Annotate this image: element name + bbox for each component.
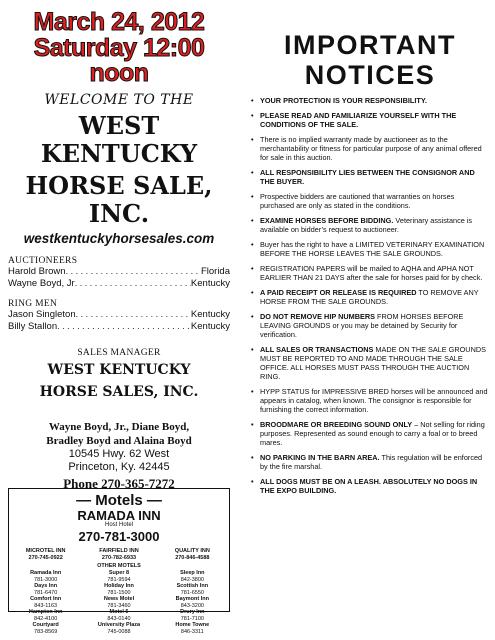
website-url: westkentuckyhorsesales.com [23, 231, 215, 246]
motel-item [82, 548, 155, 561]
notice-item [251, 240, 489, 258]
bullet-icon: • [251, 288, 254, 297]
auctioneer-state: Kentucky [190, 277, 230, 289]
notice-item [251, 96, 489, 105]
bullet-icon: • [251, 96, 254, 105]
sale-date: March 24, 2012 [33, 8, 205, 36]
motel-phone: 781-6550 [180, 589, 204, 596]
contact-phone: Phone 270-365-7272 [63, 476, 175, 491]
contact-names-line1: Wayne Boyd, Jr., Diane Boyd, [48, 421, 190, 433]
notices-list [251, 96, 489, 495]
auctioneer-name: Harold Brown [8, 266, 66, 277]
motel-phone: 270-745-0922 [28, 554, 63, 561]
notice-body: MADE ON THE SALE GROUNDS MUST BE REPORTED TO AND MADE THROUGH THE SALE OFFICE. ALL HORSES MUST PASS THROUGH THE AUCTION RING. [260, 345, 486, 381]
motel-item [82, 583, 155, 596]
motel-item [82, 570, 155, 583]
notice-body: – Not selling for riding purposes. Represented as sound enough to carry a foal or to breed mares. [260, 420, 485, 447]
notice-emphasis: ALL SALES OR TRANSACTIONS [260, 345, 374, 354]
notice-emphasis: EXAMINE HORSES BEFORE BIDDING. [260, 216, 394, 225]
notice-emphasis: DO NOT REMOVE HIP NUMBERS [260, 312, 376, 321]
motel-phone: 843-3200 [180, 602, 204, 609]
motel-phone: 783-8569 [34, 628, 58, 635]
motel-phone: 842-4100 [34, 615, 58, 622]
bullet-icon: • [251, 135, 254, 144]
host-hotel-name: RAMADA INN [77, 508, 161, 523]
motel-phone: 270-782-6933 [101, 554, 137, 561]
motels-heading: — Motels — [76, 492, 162, 509]
bullet-icon: • [251, 312, 254, 321]
motel-item [156, 609, 229, 622]
motel-phone: 843-0140 [107, 615, 131, 622]
motels-box [8, 488, 230, 635]
motel-name: Drury Inn [180, 609, 205, 615]
contact-names-line2: Bradley Boyd and Alaina Boyd [46, 435, 192, 447]
motel-name: Holiday Inn [104, 583, 134, 589]
bullet-icon: • [251, 345, 254, 354]
notice-text [260, 135, 489, 162]
motel-item [156, 622, 229, 635]
notice-emphasis: ALL RESPONSIBILITY LIES BETWEEN THE CONSIGNOR AND THE BUYER. [260, 168, 475, 186]
motel-item [9, 570, 82, 583]
ring-man-name: Billy Stallon [8, 320, 58, 332]
notice-text [260, 96, 489, 105]
motel-item [9, 596, 82, 609]
ring-man-row [8, 309, 230, 321]
notice-item [251, 420, 489, 447]
bullet-icon: • [251, 477, 254, 486]
motel-name: Sleep Inn [180, 570, 205, 576]
ring-man-state: Kentucky [190, 320, 230, 332]
motel-item [9, 622, 82, 635]
dot-leader [75, 278, 191, 290]
bullet-icon: • [251, 240, 254, 249]
notice-item [251, 312, 489, 339]
bullet-icon: • [251, 192, 254, 201]
host-hotel-label: Host Hotel [104, 522, 133, 528]
motel-name: Home Towne [175, 622, 210, 628]
motel-name: Baymont Inn [175, 596, 209, 602]
notices-column [251, 30, 489, 495]
motel-name: FAIRFIELD INN [99, 548, 139, 554]
motel-phone: 781-9594 [107, 576, 131, 583]
motel-phone: 781-3460 [107, 602, 131, 609]
bullet-icon: • [251, 453, 254, 462]
motel-phone: 842-3800 [180, 576, 204, 583]
auctioneers-heading: AUCTIONEERS [8, 256, 78, 266]
notice-text [260, 240, 489, 258]
notice-item [251, 345, 489, 381]
motel-item [9, 583, 82, 596]
motel-item [156, 583, 229, 596]
motel-name: Super 8 [108, 570, 130, 576]
bullet-icon: • [251, 168, 254, 177]
motel-item [9, 548, 82, 561]
motel-name: University Plaza [97, 622, 141, 628]
notice-text [260, 453, 489, 471]
notice-text [260, 387, 489, 414]
ring-man-row [8, 321, 230, 333]
notice-item [251, 288, 489, 306]
notice-body: HYPP STATUS for IMPRESSIVE BRED horses will be announced and appears in catalog, when known. The consignor is responsible for furnishing the correct information. [260, 387, 488, 414]
motel-item [82, 596, 155, 609]
notice-body: This regulation will be enforced by the fire marshal. [260, 453, 483, 471]
other-motels-grid [9, 570, 229, 635]
bullet-icon: • [251, 387, 254, 396]
notice-text [260, 420, 489, 447]
notice-emphasis: BROODMARE OR BREEDING SOUND ONLY [260, 420, 413, 429]
dot-leader [57, 321, 191, 333]
notice-item [251, 387, 489, 414]
notice-item [251, 135, 489, 162]
auctioneer-state: Florida [200, 266, 230, 277]
notice-item [251, 216, 489, 234]
address-line2: Princeton, Ky. 42445 [68, 461, 170, 473]
motel-phone: 846-3311 [180, 628, 204, 635]
motel-item [156, 570, 229, 583]
notice-emphasis: NO PARKING IN THE BARN AREA. [260, 453, 380, 462]
notice-emphasis: PLEASE READ AND FAMILIARIZE YOURSELF WITH THE CONDITIONS OF THE SALE. [260, 111, 457, 129]
notice-text [260, 192, 489, 210]
notice-body: Veterinary assistance is available on bidder’s request to auctioneer. [260, 216, 473, 234]
motel-item [156, 548, 229, 561]
notice-text [260, 477, 489, 495]
motel-phone: 781-6470 [34, 589, 58, 596]
motel-name: Motel 6 [109, 609, 129, 615]
notice-body: There is no implied warranty made by auctioneer as to the merchantability or fitness for particular purpose of any animal offered for sale in this auction. [260, 135, 482, 162]
welcome-text: WELCOME TO THE [44, 92, 194, 108]
top-motels [9, 548, 229, 561]
bullet-icon: • [251, 111, 254, 120]
notices-title-line2: NOTICES [304, 60, 436, 90]
notice-body: Prospective bidders are cautioned that warranties on horses purchased are only as stated in the conditions. [260, 192, 455, 210]
manager-company-line1: WEST KENTUCKY [47, 362, 191, 378]
motel-name: Courtyard [32, 622, 59, 628]
motel-phone: 781-3000 [34, 576, 58, 583]
notice-text [260, 264, 489, 282]
dot-leader [66, 266, 201, 278]
notice-item [251, 264, 489, 282]
left-column [8, 0, 230, 640]
auctioneer-row [8, 266, 230, 278]
sale-title-line2: HORSE SALE, INC. [25, 171, 213, 228]
notice-text [260, 216, 489, 234]
notice-body: REGISTRATION PAPERS will be mailed to AQHA and APHA NOT EARLIER THAN 21 DAYS after the sale for horses paid for by check. [260, 264, 483, 282]
notice-item [251, 192, 489, 210]
motel-name: Ramada Inn [30, 570, 62, 576]
motel-name: Hampton Inn [28, 609, 63, 615]
notice-emphasis: A PAID RECEIPT OR RELEASE IS REQUIRED [260, 288, 417, 297]
notices-title-line1: IMPORTANT [284, 30, 456, 60]
host-hotel-phone: 270-781-3000 [78, 529, 160, 544]
motel-name: Comfort Inn [30, 596, 62, 602]
motel-item [82, 622, 155, 635]
notice-item [251, 477, 489, 495]
sale-title-line1: WEST KENTUCKY [40, 111, 198, 168]
bullet-icon: • [251, 216, 254, 225]
notice-body: FROM HORSES BEFORE LEAVING GROUNDS or you may be detained by Security for verification. [260, 312, 464, 339]
notice-body: Buyer has the right to have a LIMITED VETERINARY EXAMINATION BEFORE THE HORSE LEAVES THE SALE GROUNDS. [260, 240, 485, 258]
motel-phone: 745-0088 [107, 628, 131, 635]
notice-text [260, 312, 489, 339]
notice-text [260, 168, 489, 186]
motel-item [9, 609, 82, 622]
notice-item [251, 168, 489, 186]
motel-item [156, 596, 229, 609]
motel-phone: 843-1163 [34, 602, 58, 609]
notice-emphasis: ALL DOGS MUST BE ON A LEASH. ABSOLUTELY NO DOGS IN THE EXPO BUILDING. [260, 477, 478, 495]
notice-item [251, 453, 489, 471]
bullet-icon: • [251, 420, 254, 429]
ring-man-state: Kentucky [190, 309, 230, 320]
notice-item [251, 111, 489, 129]
address-line1: 10545 Hwy. 62 West [68, 448, 170, 460]
bullet-icon: • [251, 264, 254, 273]
auctioneer-name: Wayne Boyd, Jr [8, 277, 75, 289]
motel-item [82, 609, 155, 622]
auctioneer-row [8, 278, 230, 290]
notice-body: TO REMOVE ANY HORSE FROM THE SALE GROUNDS. [260, 288, 479, 306]
other-motels-label: OTHER MOTELS [97, 563, 141, 569]
motel-name: Days Inn [34, 583, 58, 589]
motel-phone: 270-846-4588 [175, 554, 210, 561]
motel-phone: 781-1500 [107, 589, 131, 596]
sale-day-time: Saturday 12:00 noon [33, 34, 205, 87]
motel-name: MICROTEL INN [25, 548, 66, 554]
notice-text [260, 111, 489, 129]
ring-men-heading: RING MEN [8, 299, 58, 309]
notice-emphasis: YOUR PROTECTION IS YOUR RESPONSIBILITY. [260, 96, 427, 105]
manager-company-line2: HORSE SALES, INC. [39, 384, 199, 400]
motel-name: News Motel [103, 596, 135, 602]
motel-name: QUALITY INN [174, 548, 210, 554]
ring-man-name: Jason Singleton [8, 309, 76, 320]
notice-text [260, 288, 489, 306]
motel-name: Scottish Inn [176, 583, 209, 589]
motel-phone: 781-7100 [180, 615, 204, 622]
dot-leader [76, 309, 191, 321]
sales-manager-heading: SALES MANAGER [77, 348, 161, 358]
notice-text [260, 345, 489, 381]
